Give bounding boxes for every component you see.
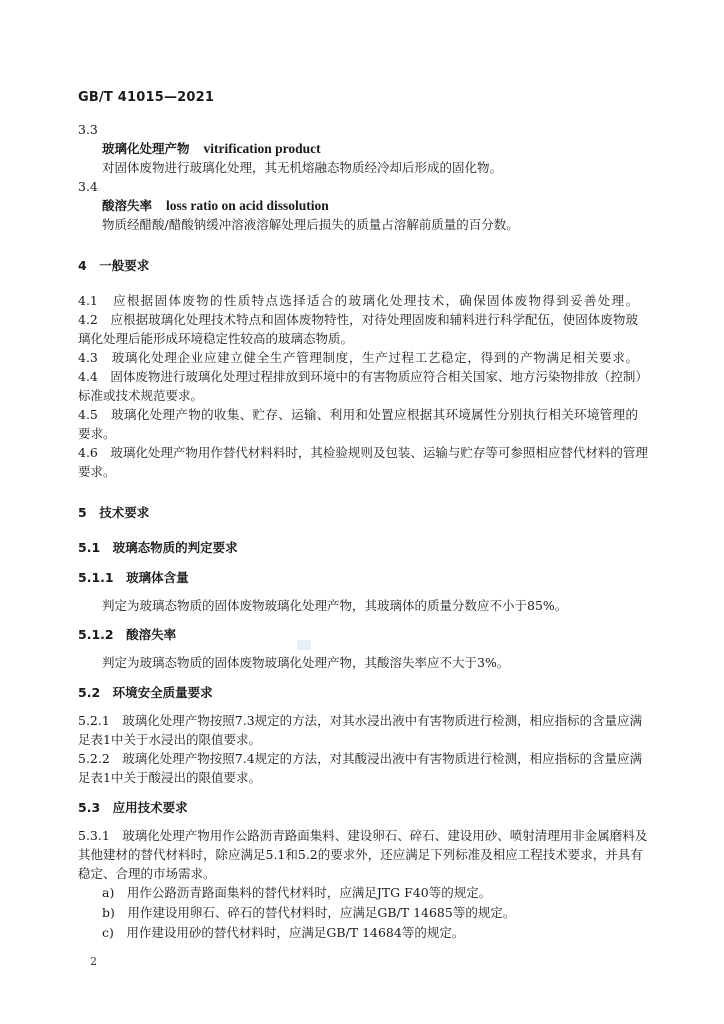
section-4-heading: 4 一般要求 xyxy=(78,258,150,273)
clause-5-2-2-line2: 足表1中关于酸浸出的限值要求。 xyxy=(78,770,261,785)
clause-5-2-1-line2: 足表1中关于水浸出的限值要求。 xyxy=(78,732,261,747)
clause-4-5-line1: 4.5 玻璃化处理产物的收集、贮存、运输、利用和处置应根据其环境属性分别执行相关环境管理的 xyxy=(78,407,638,422)
term-number-3-3: 3.3 xyxy=(78,122,98,137)
clause-4-1: 4.1 应根据固体废物的性质特点选择适合的玻璃化处理技术，确保固体废物得到妥善处理。 xyxy=(78,293,638,308)
clause-5-2-1-line1: 5.2.1 玻璃化处理产物按照7.3规定的方法，对其水浸出液中有害物质进行检测，相应指标的含量应满 xyxy=(78,713,643,728)
section-5-2-heading: 5.2 环境安全质量要求 xyxy=(78,685,213,700)
clause-4-6-line1: 4.6 玻璃化处理产物用作替代材料料时，其检验规则及包装、运输与贮存等可参照相应替代材料的管理 xyxy=(78,445,648,460)
watermark-logo xyxy=(297,640,311,650)
term-definition-3-3: 对固体废物进行玻璃化处理，其无机熔融态物质经冷却后形成的固化物。 xyxy=(102,160,503,175)
clause-5-3-1-line2: 其他建材的替代材料时，除应满足5.1和5.2的要求外，还应满足下列标准及相应工程技术要求，并具有 xyxy=(78,847,643,862)
term-number-3-4: 3.4 xyxy=(78,179,98,194)
clause-5-2-2-line1: 5.2.2 玻璃化处理产物按照7.4规定的方法，对其酸浸出液中有害物质进行检测，相应指标的含量应满 xyxy=(78,751,643,766)
list-item-c: c) 用作建设用砂的替代材料时，应满足GB/T 14684等的规定。 xyxy=(102,925,465,940)
clause-5-3-1-line3: 稳定、合理的市场需求。 xyxy=(78,866,216,881)
term-title-3-4 xyxy=(102,198,329,214)
clause-4-4-line2: 标准或技术规范要求。 xyxy=(78,388,204,403)
term-en-3-3: vitrification product xyxy=(203,141,321,156)
clause-5-1-2: 判定为玻璃态物质的固体废物玻璃化处理产物，其酸溶失率应不大于3%。 xyxy=(102,655,510,670)
list-item-a: a) 用作公路沥青路面集料的替代材料时，应满足JTG F40等的规定。 xyxy=(102,885,492,900)
term-cn-3-4: 酸溶失率 xyxy=(102,198,153,213)
clause-4-3: 4.3 玻璃化处理企业应建立健全生产管理制度，生产过程工艺稳定，得到的产物满足相关要求。 xyxy=(78,350,638,365)
section-5-1-2-heading: 5.1.2 酸溶失率 xyxy=(78,627,177,642)
term-en-3-4: loss ratio on acid dissolution xyxy=(166,198,329,213)
clause-4-5-line2: 要求。 xyxy=(78,426,116,441)
clause-4-6-line2: 要求。 xyxy=(78,464,116,479)
term-title-3-3 xyxy=(102,141,321,157)
term-definition-3-4: 物质经醋酸/醋酸钠缓冲溶液溶解处理后损失的质量占溶解前质量的百分数。 xyxy=(102,217,519,232)
page-number: 2 xyxy=(90,955,97,968)
clause-4-2-line2: 璃化处理后能形成环境稳定性较高的玻璃态物质。 xyxy=(78,331,354,346)
clause-5-1-1: 判定为玻璃态物质的固体废物玻璃化处理产物，其玻璃体的质量分数应不小于85%。 xyxy=(102,598,568,613)
clause-4-4-line1: 4.4 固体废物进行玻璃化处理过程排放到环境中的有害物质应符合相关国家、地方污染物排放（控制） xyxy=(78,369,648,384)
clause-4-2-line1: 4.2 应根据玻璃化处理技术特点和固体废物特性，对待处理固废和辅料进行科学配伍，使固体废物玻 xyxy=(78,312,638,327)
list-item-b: b) 用作建设用卵石、碎石的替代材料时，应满足GB/T 14685等的规定。 xyxy=(102,905,516,920)
section-5-heading: 5 技术要求 xyxy=(78,505,150,520)
section-5-3-heading: 5.3 应用技术要求 xyxy=(78,800,188,815)
clause-5-3-1-line1: 5.3.1 玻璃化处理产物用作公路沥青路面集料、建设卵石、碎石、建设用砂、喷射清理用非金属磨料及 xyxy=(78,828,648,843)
term-cn-3-3: 玻璃化处理产物 xyxy=(102,141,190,156)
section-5-1-1-heading: 5.1.1 玻璃体含量 xyxy=(78,570,189,585)
section-5-1-heading: 5.1 玻璃态物质的判定要求 xyxy=(78,540,238,555)
standard-number: GB/T 41015—2021 xyxy=(78,90,215,105)
